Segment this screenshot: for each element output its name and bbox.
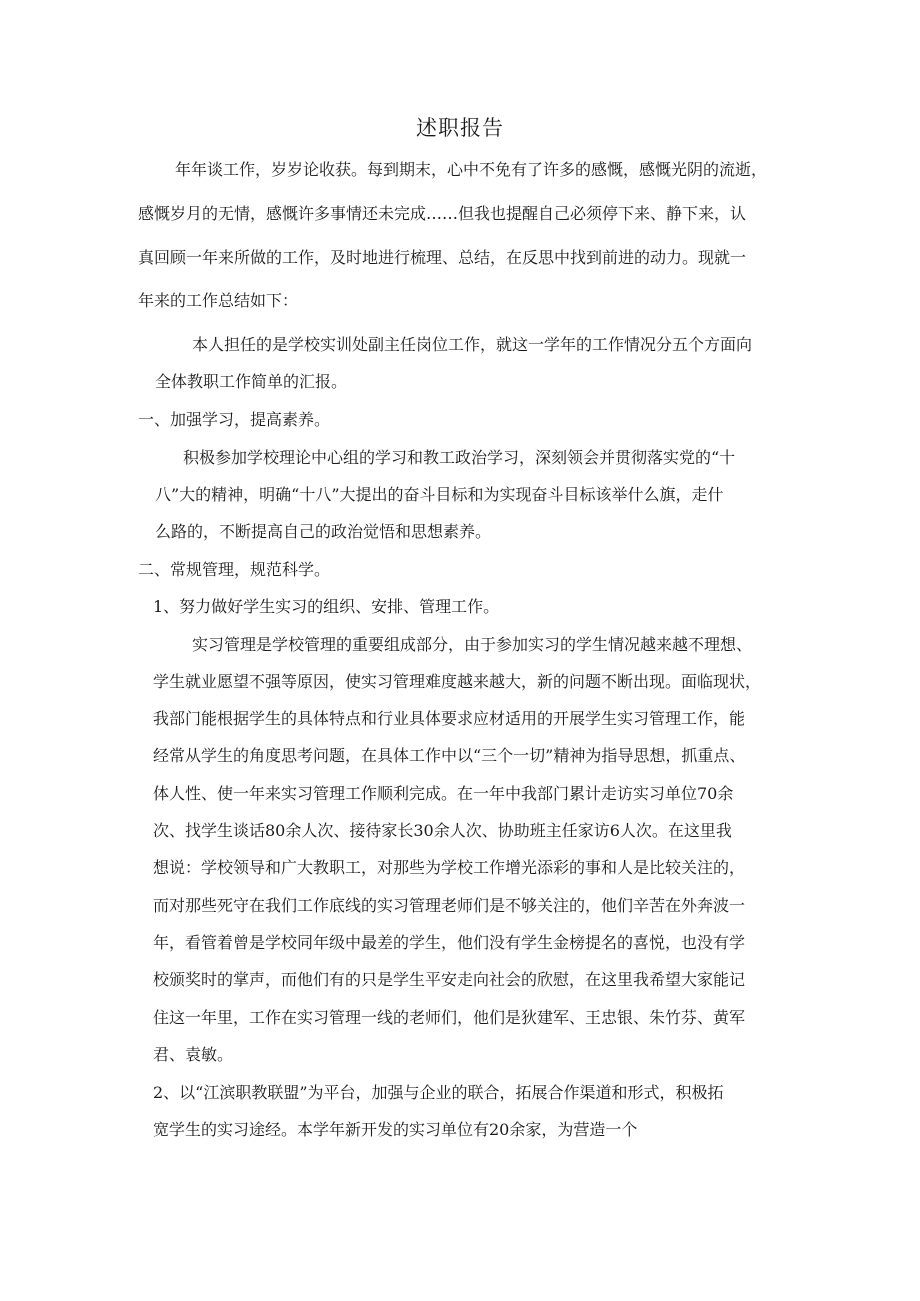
paragraph-line: 学生就业愿望不强等原因，使实习管理难度越来越大，新的问题不断出现。面临现状， [153,672,762,691]
paragraph-line: 八”大的精神，明确“十八”大提出的奋斗目标和为实现奋斗目标该举什么旗，走什 [155,485,724,504]
paragraph-line: 本人担任的是学校实训处副主任岗位工作，就这一学年的工作情况分五个方面向 [192,335,753,354]
paragraph-line: 么路的，不断提高自己的政治觉悟和思想素养。 [155,522,492,541]
subsection-heading: 1、努力做好学生实习的组织、安排、管理工作。 [153,597,500,616]
paragraph-line: 住这一年里，工作在实习管理一线的老师们，他们是狄建军、王忠银、朱竹芬、黄军 [153,1008,746,1027]
paragraph-line: 全体教职工作简单的汇报。 [155,372,348,391]
paragraph-line: 而对那些死守在我们工作底线的实习管理老师们是不够关注的，他们辛苦在外奔波一 [153,896,746,915]
subsection-heading: 2、以“江滨职教联盟”为平台，加强与企业的联合，拓展合作渠道和形式，积极拓 [153,1083,724,1102]
section-heading: 一、加强学习，提高素养。 [138,410,331,429]
paragraph-line: 经常从学生的角度思考问题，在具体工作中以“三个一切”精神为指导思想，抓重点、 [153,746,746,765]
paragraph-line: 积极参加学校理论中心组的学习和教工政治学习，深刻领会并贯彻落实党的“十 [183,448,736,467]
paragraph-line: 真回顾一年来所做的工作，及时地进行梳理、总结，在反思中找到前进的动力。现就一 [138,248,747,267]
paragraph-line: 宽学生的实习途经。本学年新开发的实习单位有20余家，为营造一个 [153,1120,638,1139]
paragraph-line: 想说：学校领导和广大教职工，对那些为学校工作增光添彩的事和人是比较关注的， [153,858,746,877]
paragraph-line: 年来的工作总结如下： [138,291,299,310]
paragraph-line: 感慨岁月的无情，感慨许多事情还未完成……但我也提醒自己必须停下来、静下来，认 [138,204,747,223]
paragraph-line: 体人性、使一年来实习管理工作顺利完成。在一年中我部门累计走访实习单位70余 [153,784,734,803]
paragraph-line: 我部门能根据学生的具体特点和行业具体要求应材适用的开展学生实习管理工作，能 [153,709,746,728]
paragraph-line: 校颁奖时的掌声，而他们有的只是学生平安走向社会的欣慰，在这里我希望大家能记 [153,970,746,989]
section-heading: 二、常规管理，规范科学。 [138,560,331,579]
paragraph-line: 年年谈工作，岁岁论收获。每到期末，心中不免有了许多的感慨，感慨光阴的流逝， [175,160,768,179]
paragraph-line: 实习管理是学校管理的重要组成部分，由于参加实习的学生情况越来越不理想、 [192,635,753,654]
document-title: 述职报告 [416,116,504,140]
paragraph-line: 年，看管着曾是学校同年级中最差的学生，他们没有学生金榜提名的喜悦，也没有学 [153,933,746,952]
paragraph-line: 君、袁敏。 [153,1045,234,1064]
paragraph-line: 次、找学生谈话80余人次、接待家长30余人次、协助班主任家访6人次。在这里我 [153,821,732,840]
